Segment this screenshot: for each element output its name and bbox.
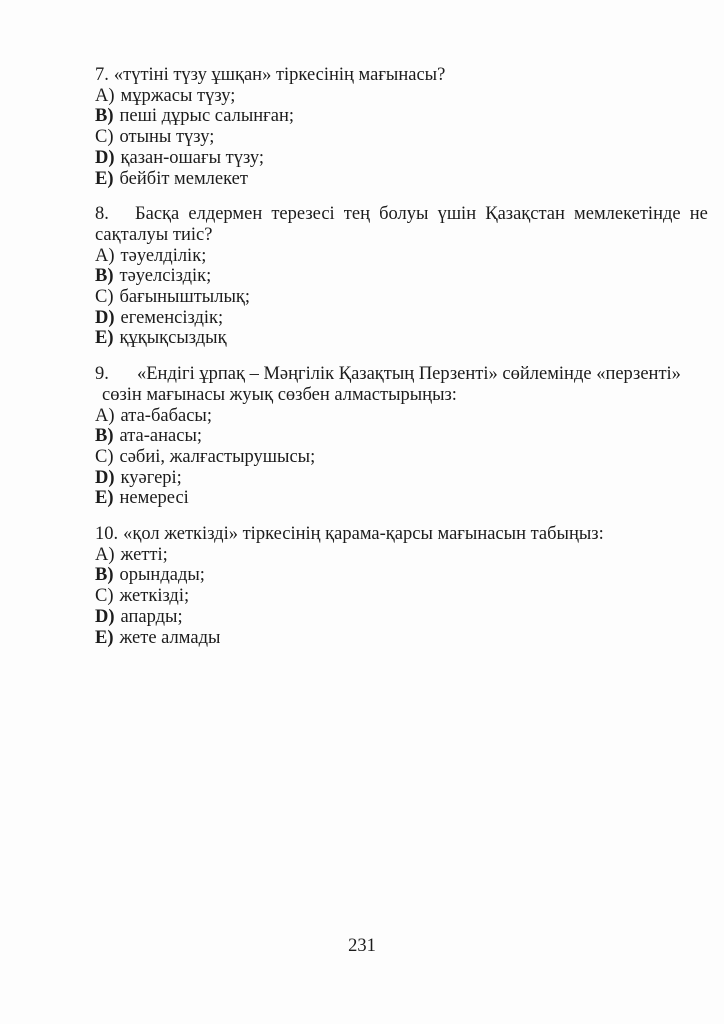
question-prompt-line xyxy=(95,204,708,225)
option-letter: D) xyxy=(95,307,115,328)
option-letter: B) xyxy=(95,426,114,447)
option-text: жеткізді; xyxy=(119,586,190,607)
answer-option xyxy=(95,488,643,509)
question-prompt-text: «Ендігі ұрпақ – Мәңгілік Қазақтың Перзенті» сөйлемінде «перзенті» xyxy=(137,364,681,385)
option-text: құқықсыздық xyxy=(119,328,227,349)
answer-option xyxy=(95,246,643,267)
option-text: бағыныштылық; xyxy=(119,287,251,308)
option-letter: C) xyxy=(95,446,114,467)
option-text: мұржасы түзу; xyxy=(120,85,236,106)
option-text: апарды; xyxy=(120,606,183,627)
option-text: отыны түзу; xyxy=(119,127,215,148)
question-number: 7. xyxy=(95,65,109,85)
option-text: тәуелділік; xyxy=(120,245,207,266)
answer-option xyxy=(95,328,643,349)
option-letter: A) xyxy=(95,405,115,426)
option-text: жете алмады xyxy=(119,627,221,648)
answer-option xyxy=(95,148,643,169)
answer-option xyxy=(95,586,643,607)
question-prompt-line xyxy=(95,364,681,385)
answer-option xyxy=(95,607,643,628)
option-text: жетті; xyxy=(120,544,168,565)
option-text: куәгері; xyxy=(120,467,182,488)
page-content xyxy=(95,65,708,648)
answer-option xyxy=(95,406,643,427)
answer-option xyxy=(95,545,643,566)
option-letter: B) xyxy=(95,565,114,586)
answer-option xyxy=(95,127,643,148)
option-text: пеші дұрыс салынған; xyxy=(119,106,295,127)
option-text: тәуелсіздік; xyxy=(119,266,212,287)
option-letter: A) xyxy=(95,245,115,266)
question-prompt-line xyxy=(95,65,643,86)
option-text: ата-бабасы; xyxy=(120,405,212,426)
answer-option xyxy=(95,628,643,649)
question-number: 10. xyxy=(95,524,119,545)
option-text: бейбіт мемлекет xyxy=(119,168,248,189)
answer-option xyxy=(95,308,643,329)
option-letter: B) xyxy=(95,106,114,127)
option-letter: D) xyxy=(95,467,115,488)
answer-option xyxy=(95,426,643,447)
option-letter: E) xyxy=(95,168,114,189)
option-letter: C) xyxy=(95,127,114,148)
question-number: 9. xyxy=(95,364,109,385)
page-number: 231 xyxy=(348,936,376,956)
question-prompt-text: сөзін мағынасы жуық сөзбен алмастырыңыз: xyxy=(102,384,457,405)
answer-option xyxy=(95,287,643,308)
answer-option xyxy=(95,106,643,127)
option-letter: D) xyxy=(95,606,115,627)
question-block-7 xyxy=(95,65,643,189)
question-number: 8. xyxy=(95,204,109,225)
question-block-9 xyxy=(95,364,681,509)
question-prompt-text: Басқа елдермен терезесі тең болуы үшін Қазақстан мемлекетінде не xyxy=(135,204,708,225)
option-letter: E) xyxy=(95,488,114,509)
answer-option xyxy=(95,169,643,190)
option-letter: E) xyxy=(95,627,114,648)
question-block-8 xyxy=(95,204,708,349)
option-text: егеменсіздік; xyxy=(120,307,224,328)
answer-option xyxy=(95,468,643,489)
answer-option xyxy=(95,266,643,287)
question-prompt-text: «түтіні түзу ұшқан» тіркесінің мағынасы? xyxy=(113,65,446,85)
option-letter: E) xyxy=(95,328,114,349)
question-prompt-line xyxy=(95,385,643,406)
option-letter: D) xyxy=(95,147,115,168)
question-prompt-text: «қол жеткізді» тіркесінің қарама-қарсы мағынасын табыңыз: xyxy=(123,524,604,545)
option-text: орындады; xyxy=(119,565,205,586)
question-block-10 xyxy=(95,524,643,648)
option-text: қазан-ошағы түзу; xyxy=(120,147,265,168)
option-text: сәбиі, жалғастырушысы; xyxy=(119,446,316,467)
option-letter: A) xyxy=(95,85,115,106)
option-letter: C) xyxy=(95,287,114,308)
question-prompt-line xyxy=(95,225,643,246)
question-prompt-text: сақталуы тиіс? xyxy=(95,224,213,245)
option-text: ата-анасы; xyxy=(119,426,203,447)
option-letter: B) xyxy=(95,266,114,287)
option-letter: C) xyxy=(95,586,114,607)
option-text: немересі xyxy=(119,488,189,509)
answer-option xyxy=(95,447,643,468)
question-prompt-line xyxy=(95,524,643,545)
answer-option xyxy=(95,86,643,107)
option-letter: A) xyxy=(95,544,115,565)
answer-option xyxy=(95,565,643,586)
